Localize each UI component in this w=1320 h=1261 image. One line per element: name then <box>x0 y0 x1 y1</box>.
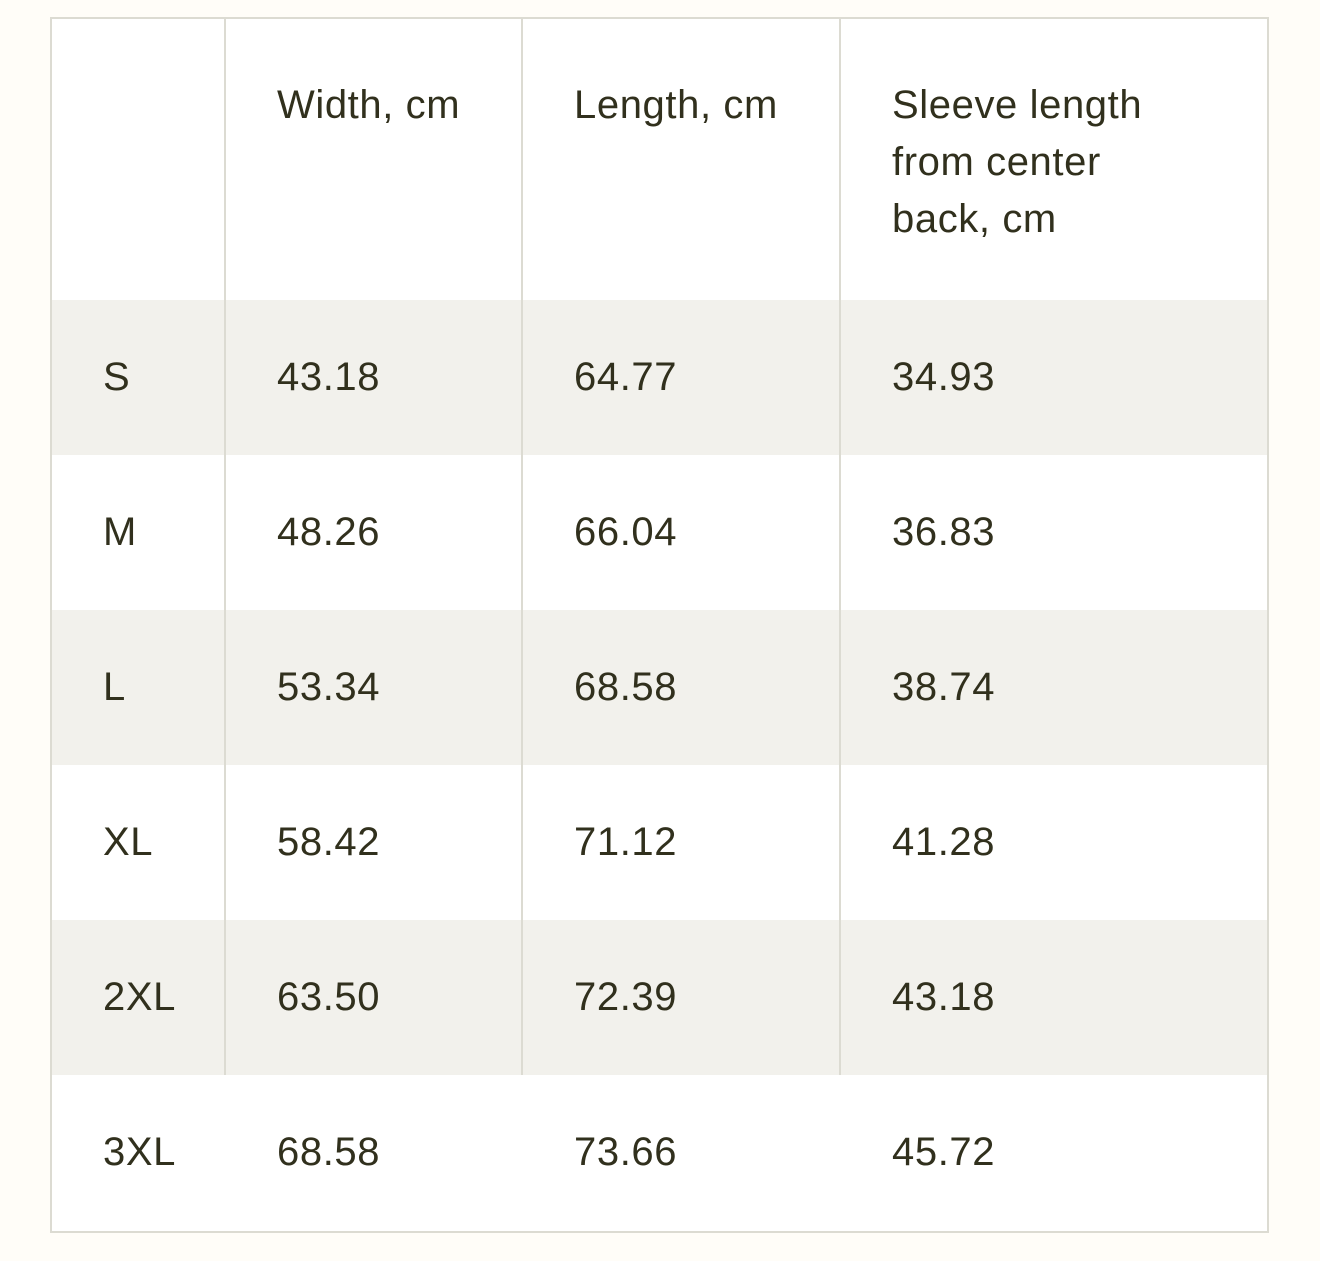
column-header-sleeve-length <box>841 19 1267 300</box>
table-body <box>52 300 1267 1230</box>
column-header-length <box>523 19 841 300</box>
table-row <box>52 765 1267 920</box>
corner-header-cell <box>52 19 226 300</box>
size-label-cell: L <box>52 610 226 765</box>
column-header-width <box>226 19 523 300</box>
table-row <box>52 610 1267 765</box>
measurement-value-cell: 43.18 <box>226 300 523 455</box>
measurement-value-cell: 64.77 <box>523 300 841 455</box>
measurement-value-cell: 45.72 <box>892 1130 996 1174</box>
measurement-value-cell: 41.28 <box>892 820 996 864</box>
measurement-value-cell: 38.74 <box>892 665 996 709</box>
size-label-cell: XL <box>52 765 226 920</box>
column-header-sleeve-length-label: Sleeve length from center back, cm <box>892 83 1143 241</box>
measurement-value-cell: 72.39 <box>523 920 841 1075</box>
measurement-value-cell: 58.42 <box>226 765 523 920</box>
measurement-value-cell: 63.50 <box>226 920 523 1075</box>
measurement-value-cell: 71.12 <box>523 765 841 920</box>
measurement-value-cell: 73.66 <box>574 1130 678 1174</box>
measurement-value-cell: 68.58 <box>523 610 841 765</box>
table-header-row <box>52 19 1267 300</box>
table-row <box>52 455 1267 610</box>
table-row <box>52 920 1267 1075</box>
measurement-value-cell: 53.34 <box>226 610 523 765</box>
column-header-width-label: Width, cm <box>277 83 461 127</box>
measurement-value-cell: 68.58 <box>277 1130 381 1174</box>
size-label-cell: 3XL <box>103 1130 176 1174</box>
column-header-length-label: Length, cm <box>574 83 778 127</box>
table-row <box>52 300 1267 455</box>
measurement-value-cell: 43.18 <box>892 975 996 1019</box>
size-label-cell: M <box>52 455 226 610</box>
measurement-value-cell: 48.26 <box>226 455 523 610</box>
measurement-value-cell: 66.04 <box>523 455 841 610</box>
size-label-cell: S <box>52 300 226 455</box>
table-row <box>52 1075 1267 1230</box>
size-chart-table <box>50 17 1269 1233</box>
measurement-value-cell: 34.93 <box>892 355 996 399</box>
size-label-cell: 2XL <box>52 920 226 1075</box>
measurement-value-cell: 36.83 <box>892 510 996 554</box>
